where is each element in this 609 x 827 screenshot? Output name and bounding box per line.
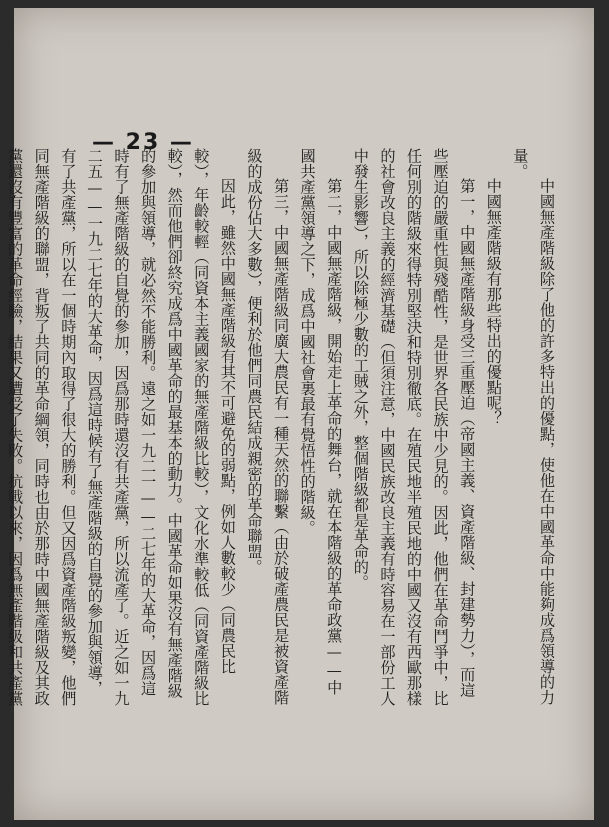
vertical-text-body bbox=[0, 148, 560, 708]
paragraph: 第三，中國無產階級同廣大農民有一種天然的聯繫（由於破產農民是被資產階級的成份佔大多數），便利於他們同農民結成親密的革命聯盟。 bbox=[245, 148, 291, 706]
book-page bbox=[6, 8, 594, 820]
paragraph: 中國無產階級除了他的許多特出的優點，使他在中國革命中能夠成爲領導的力量。 bbox=[511, 148, 556, 706]
page-number: — 23 — bbox=[92, 130, 194, 155]
paragraph: 第一，中國無產階級身受三重壓迫（帝國主義、資產階級、封建勢力），而這些壓迫的嚴重性與殘酷性，是世界各民族中少見的。因此，他們在革命鬥爭中，比任何別的階級來得特別堅決和特別徹底。在殖民地半殖民地的中國又沒有西歐那樣的社會改良主義的經濟基礎（但須注意，中國民族改良主義有時容易在一部份工人中發生影響），所以除極少數的工賊之外，整個階級都是革命的。 bbox=[351, 148, 477, 706]
paragraph: 因此，雖然中國無產階級有其不可避免的弱點，例如人數較少（同農民比較），年齡較輕（同資本主義國家的無產階級比較），文化水準較低（同資產階級比較），然而他們卻終究成爲中國革命的最基本的動力。中國革命如果沒有無產階級的參加與領導，就必然不能勝利。遠之如一九二一——二七年的大革命，因爲這時有了無產階級的自覺的參加，因爲那時還沒有共產黨，所以流產了。近之如一九二五——一九二七年的大革命，因爲這時候有了無產階級的自覺的參加與領導，有了共產黨，所以在一個時期內取得了很大的勝利。但又因爲資產階級叛變，他們同無產階級的聯盟，背叛了共同的革命綱領，同時也由於那時中國無產階級及其政黨還沒有豐富的革命經驗，結果又遭受了失敗。抗戰以來，因爲無產階級和共產黨 bbox=[6, 148, 237, 707]
paragraph: 中國無產階級有那些特出的優點呢？ bbox=[484, 178, 503, 427]
paragraph: 第二，中國無產階級，開始走上革命的舞台，就在本階級的革命政黨——中國共產黨領導之下，成爲中國社會裏最有覺悟性的階級。 bbox=[298, 148, 344, 696]
